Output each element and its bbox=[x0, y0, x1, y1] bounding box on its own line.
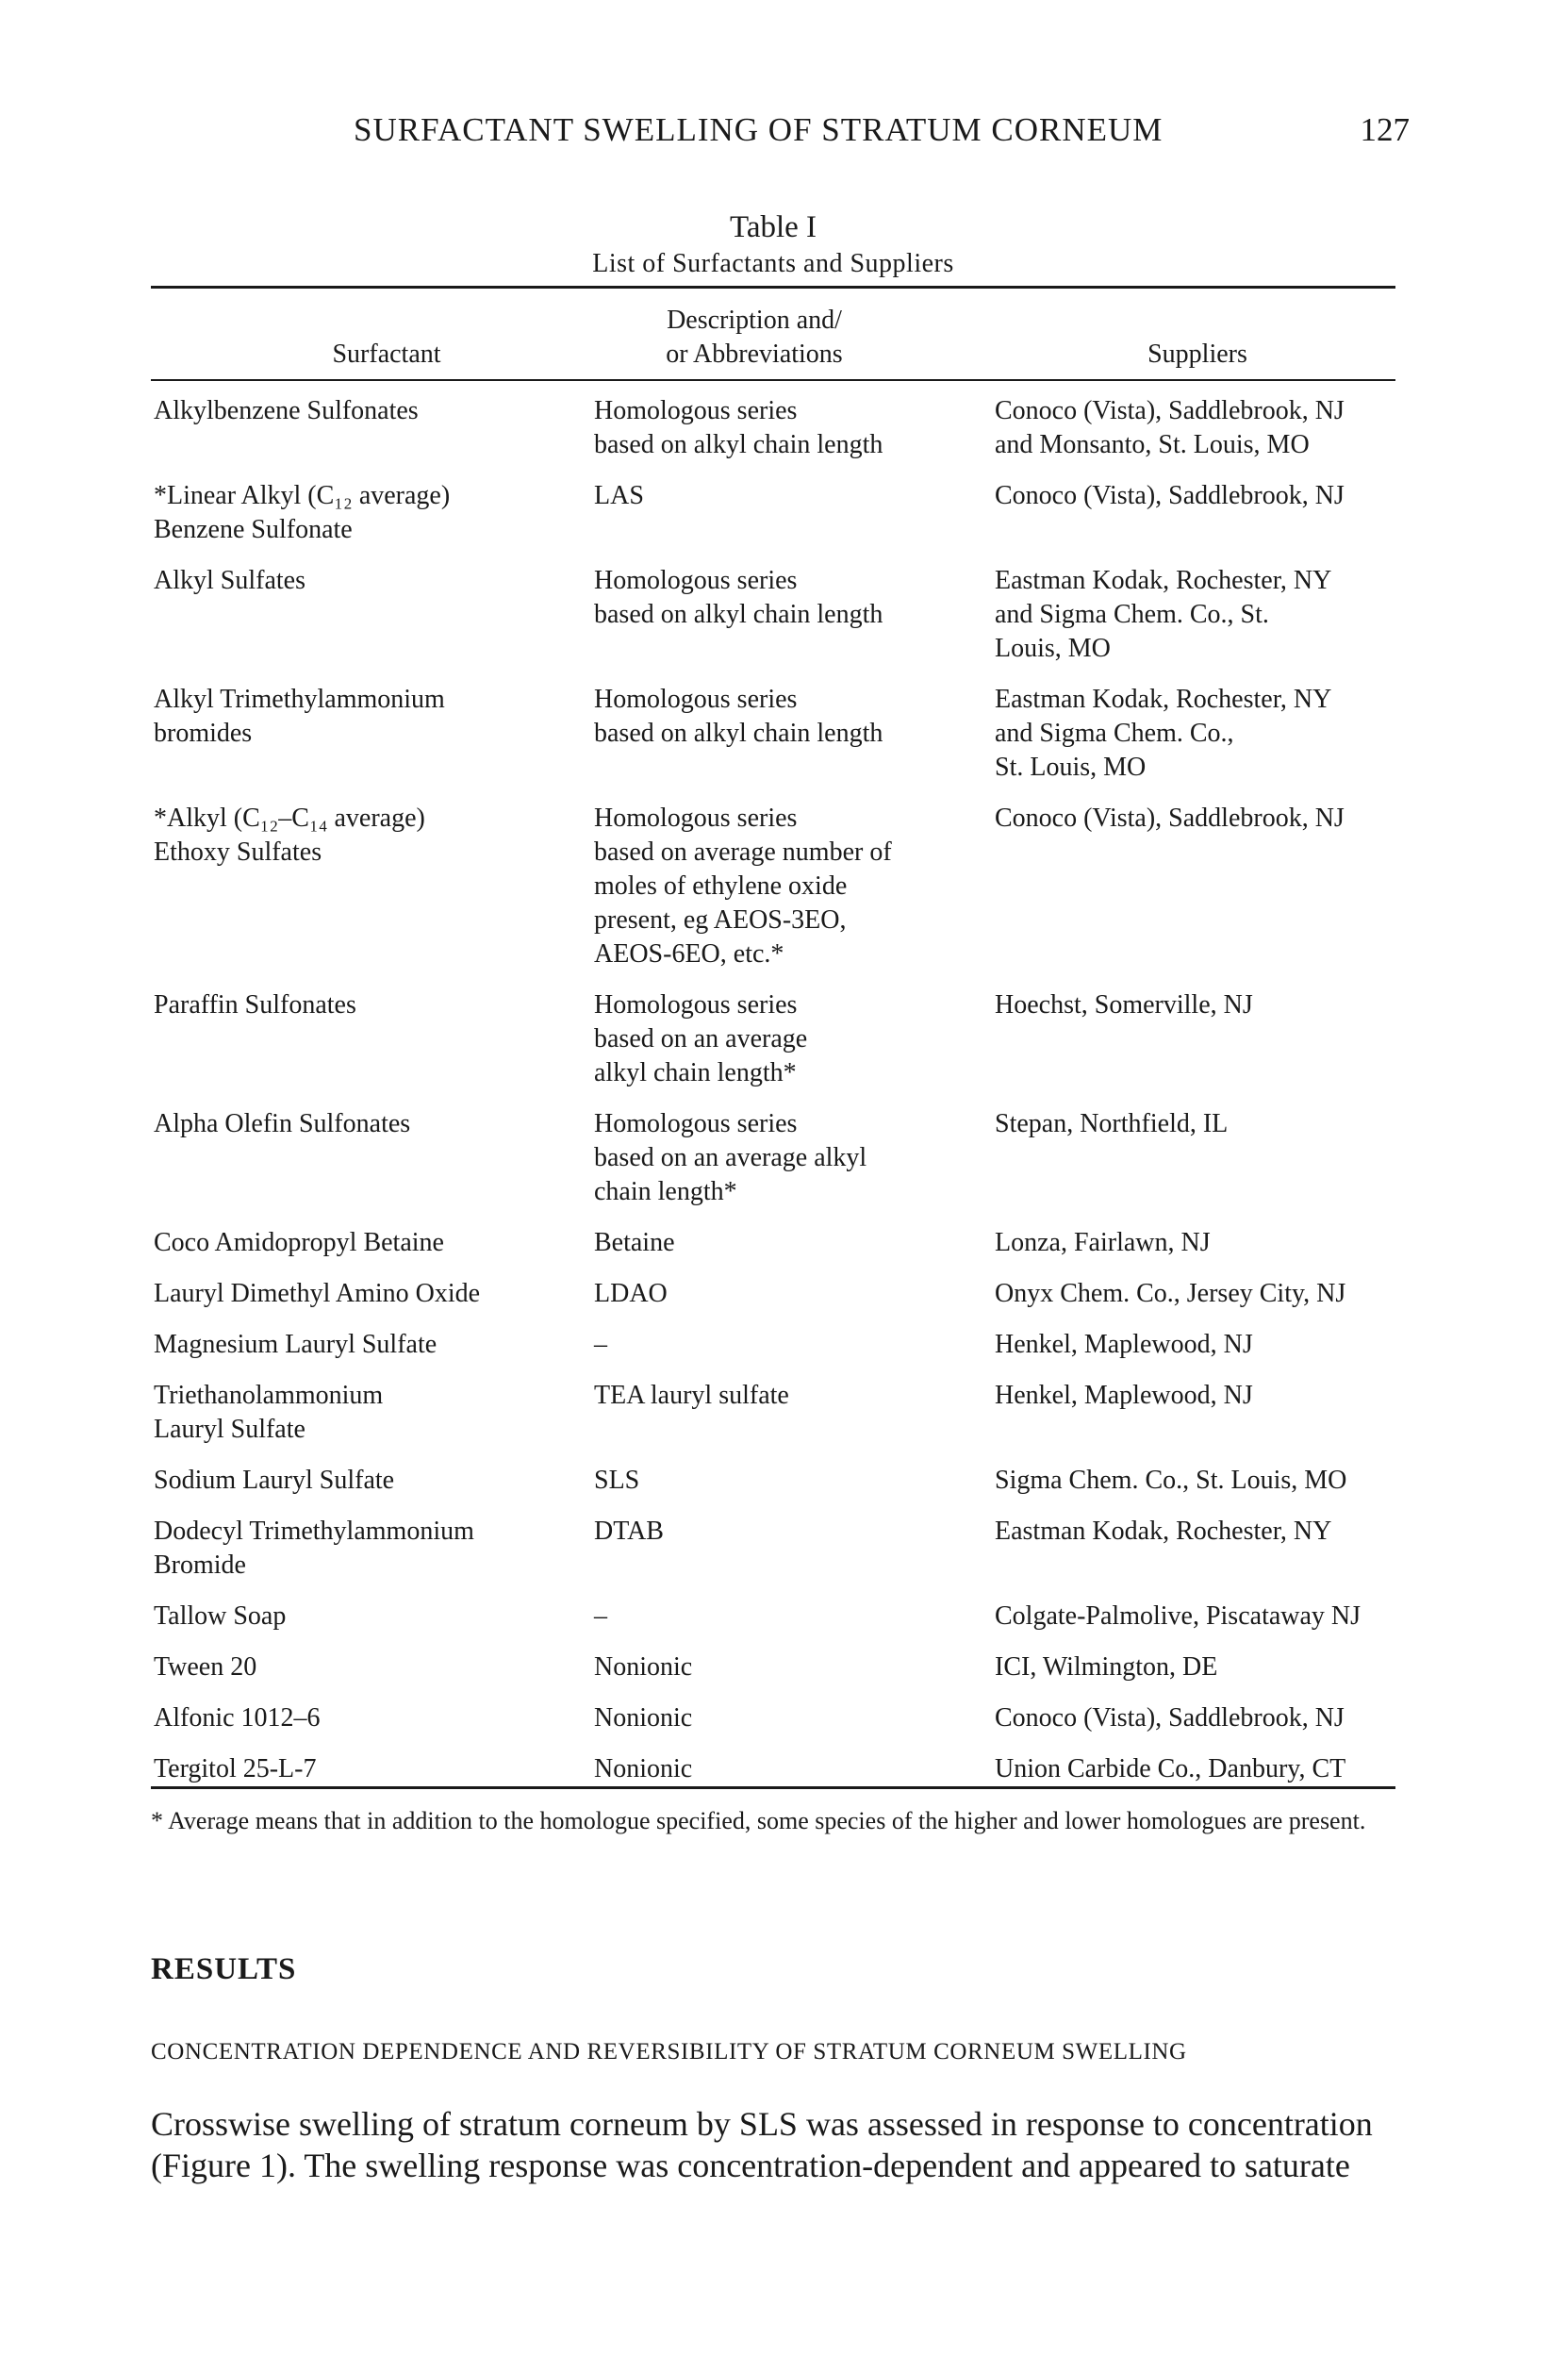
cell-suppliers-line: Louis, MO bbox=[995, 634, 1111, 663]
cell-description-line: Nonionic bbox=[594, 1703, 693, 1733]
cell-description-line: Betaine bbox=[594, 1228, 675, 1257]
cell-surfactant-line: Coco Amidopropyl Betaine bbox=[154, 1228, 444, 1257]
cell-description bbox=[594, 564, 995, 666]
cell-surfactant bbox=[151, 1464, 594, 1498]
section-heading: RESULTS bbox=[151, 1952, 297, 1986]
cell-suppliers bbox=[995, 1107, 1395, 1209]
cell-suppliers bbox=[995, 1226, 1395, 1260]
cell-description-line: DTAB bbox=[594, 1517, 664, 1546]
cell-surfactant-line: Alpha Olefin Sulfonates bbox=[154, 1109, 411, 1138]
cell-suppliers bbox=[995, 1277, 1395, 1311]
cell-suppliers bbox=[995, 988, 1395, 1090]
cell-description-line: TEA lauryl sulfate bbox=[594, 1381, 789, 1410]
cell-surfactant-line: Bromide bbox=[154, 1551, 246, 1580]
table-row bbox=[151, 1464, 1395, 1498]
cell-description-line: Homologous series bbox=[594, 396, 798, 425]
cell-description bbox=[594, 1226, 995, 1260]
cell-surfactant-line: bromides bbox=[154, 719, 253, 748]
cell-surfactant-line: Dodecyl Trimethylammonium bbox=[154, 1517, 474, 1546]
page-number: 127 bbox=[1360, 111, 1410, 148]
table-row bbox=[151, 988, 1395, 1090]
cell-suppliers bbox=[995, 394, 1395, 462]
cell-suppliers bbox=[995, 1600, 1395, 1634]
cell-suppliers-line: Eastman Kodak, Rochester, NY bbox=[995, 685, 1332, 714]
cell-description bbox=[594, 1600, 995, 1634]
cell-suppliers-line: Eastman Kodak, Rochester, NY bbox=[995, 1517, 1332, 1546]
cell-suppliers bbox=[995, 1328, 1395, 1362]
cell-suppliers-line: Conoco (Vista), Saddlebrook, NJ bbox=[995, 804, 1345, 833]
table-title: List of Surfactants and Suppliers bbox=[592, 249, 954, 278]
table-body bbox=[151, 394, 1395, 1803]
cell-description-line: moles of ethylene oxide bbox=[594, 871, 848, 901]
cell-surfactant bbox=[151, 1650, 594, 1684]
cell-surfactant-line: Sodium Lauryl Sulfate bbox=[154, 1466, 395, 1495]
cell-description-line: AEOS-6EO, etc.* bbox=[594, 939, 784, 969]
cell-surfactant-line: Triethanolammonium bbox=[154, 1381, 384, 1410]
table-row bbox=[151, 1107, 1395, 1209]
cell-description-line: based on alkyl chain length bbox=[594, 600, 883, 629]
cell-suppliers bbox=[995, 479, 1395, 547]
cell-description-line: Nonionic bbox=[594, 1754, 693, 1783]
table-bottom-rule bbox=[151, 1786, 1395, 1789]
cell-surfactant-line: Ethoxy Sulfates bbox=[154, 838, 322, 867]
cell-description-line: based on an average alkyl bbox=[594, 1143, 867, 1172]
cell-suppliers-line: ICI, Wilmington, DE bbox=[995, 1652, 1218, 1682]
cell-description bbox=[594, 1701, 995, 1735]
column-header-description-line: Description and/ bbox=[667, 306, 842, 335]
cell-suppliers bbox=[995, 1515, 1395, 1583]
cell-description-line: SLS bbox=[594, 1466, 640, 1495]
cell-description bbox=[594, 1752, 995, 1786]
table-row bbox=[151, 1277, 1395, 1311]
cell-surfactant bbox=[151, 683, 594, 785]
cell-description bbox=[594, 1107, 995, 1209]
cell-description bbox=[594, 1650, 995, 1684]
cell-description-line: based on alkyl chain length bbox=[594, 719, 883, 748]
body-line: (Figure 1). The swelling response was concentration-dependent and appeared to saturate bbox=[151, 2147, 1350, 2184]
cell-surfactant-line: Alfonic 1012–6 bbox=[154, 1703, 321, 1733]
cell-description-line: alkyl chain length* bbox=[594, 1058, 797, 1087]
cell-surfactant bbox=[151, 479, 594, 547]
cell-suppliers-line: Colgate-Palmolive, Piscataway NJ bbox=[995, 1601, 1362, 1631]
cell-description bbox=[594, 1515, 995, 1583]
cell-surfactant-line: *Linear Alkyl (C₁₂ average) bbox=[154, 481, 451, 510]
cell-description-line: based on alkyl chain length bbox=[594, 430, 883, 459]
cell-surfactant bbox=[151, 1277, 594, 1311]
cell-suppliers bbox=[995, 564, 1395, 666]
table-header-rule bbox=[151, 379, 1395, 381]
cell-surfactant-line: Paraffin Sulfonates bbox=[154, 990, 356, 1020]
cell-surfactant bbox=[151, 394, 594, 462]
cell-description bbox=[594, 1277, 995, 1311]
cell-surfactant-line: Tergitol 25-L-7 bbox=[154, 1754, 317, 1783]
table-row bbox=[151, 1328, 1395, 1362]
cell-description-line: Homologous series bbox=[594, 990, 798, 1020]
cell-surfactant bbox=[151, 1379, 594, 1447]
cell-surfactant-line: Benzene Sulfonate bbox=[154, 515, 353, 544]
cell-description-line: – bbox=[594, 1601, 607, 1631]
cell-surfactant bbox=[151, 1752, 594, 1786]
cell-description-line: – bbox=[594, 1330, 607, 1359]
cell-suppliers-line: Stepan, Northfield, IL bbox=[995, 1109, 1229, 1138]
cell-description bbox=[594, 479, 995, 547]
cell-surfactant bbox=[151, 1515, 594, 1583]
cell-surfactant bbox=[151, 1226, 594, 1260]
table-header bbox=[151, 302, 1395, 377]
cell-surfactant-line: Lauryl Sulfate bbox=[154, 1415, 305, 1444]
cell-description-line: based on average number of bbox=[594, 838, 892, 867]
table-row bbox=[151, 479, 1395, 547]
cell-suppliers-line: Conoco (Vista), Saddlebrook, NJ bbox=[995, 481, 1345, 510]
cell-suppliers bbox=[995, 1752, 1395, 1786]
table-row bbox=[151, 564, 1395, 666]
cell-surfactant bbox=[151, 564, 594, 666]
cell-description bbox=[594, 683, 995, 785]
cell-surfactant-line: Alkyl Sulfates bbox=[154, 566, 305, 595]
cell-surfactant-line: Alkyl Trimethylammonium bbox=[154, 685, 445, 714]
cell-suppliers-line: Henkel, Maplewood, NJ bbox=[995, 1330, 1253, 1359]
cell-suppliers-line: St. Louis, MO bbox=[995, 753, 1147, 782]
table-label: Table I bbox=[729, 210, 817, 244]
cell-description-line: based on an average bbox=[594, 1024, 808, 1053]
column-header-description-line: or Abbreviations bbox=[666, 340, 843, 369]
cell-suppliers-line: and Sigma Chem. Co., bbox=[995, 719, 1234, 748]
cell-surfactant-line: Tween 20 bbox=[154, 1652, 257, 1682]
table-caption bbox=[151, 207, 1395, 281]
table-top-rule bbox=[151, 286, 1395, 289]
cell-description-line: Nonionic bbox=[594, 1652, 693, 1682]
cell-suppliers bbox=[995, 683, 1395, 785]
cell-surfactant bbox=[151, 1328, 594, 1362]
cell-surfactant bbox=[151, 988, 594, 1090]
cell-description bbox=[594, 988, 995, 1090]
body-line: Crosswise swelling of stratum corneum by SLS was assessed in response to concentration bbox=[151, 2105, 1373, 2143]
cell-suppliers-line: and Sigma Chem. Co., St. bbox=[995, 600, 1269, 629]
cell-suppliers-line: Hoechst, Somerville, NJ bbox=[995, 990, 1253, 1020]
cell-description bbox=[594, 1379, 995, 1447]
column-header-description bbox=[575, 304, 933, 372]
cell-description-line: LAS bbox=[594, 481, 644, 510]
cell-surfactant bbox=[151, 802, 594, 971]
table-row bbox=[151, 1650, 1395, 1684]
cell-suppliers-line: Henkel, Maplewood, NJ bbox=[995, 1381, 1253, 1410]
cell-suppliers bbox=[995, 802, 1395, 971]
cell-description-line: LDAO bbox=[594, 1279, 668, 1308]
cell-suppliers bbox=[995, 1464, 1395, 1498]
table-row bbox=[151, 1226, 1395, 1260]
cell-suppliers-line: Eastman Kodak, Rochester, NY bbox=[995, 566, 1332, 595]
cell-surfactant bbox=[151, 1701, 594, 1735]
table-row bbox=[151, 1379, 1395, 1447]
table-row bbox=[151, 802, 1395, 971]
table-row bbox=[151, 683, 1395, 785]
cell-suppliers-line: Lonza, Fairlawn, NJ bbox=[995, 1228, 1211, 1257]
cell-description-line: present, eg AEOS-3EO, bbox=[594, 905, 847, 935]
cell-surfactant bbox=[151, 1600, 594, 1634]
cell-surfactant-line: *Alkyl (C₁₂–C₁₄ average) bbox=[154, 804, 425, 833]
cell-suppliers-line: Onyx Chem. Co., Jersey City, NJ bbox=[995, 1279, 1346, 1308]
cell-description bbox=[594, 1464, 995, 1498]
table-row bbox=[151, 394, 1395, 462]
subsection-heading: CONCENTRATION DEPENDENCE AND REVERSIBILITY OF STRATUM CORNEUM SWELLING bbox=[151, 2039, 1187, 2065]
running-title: SURFACTANT SWELLING OF STRATUM CORNEUM bbox=[354, 111, 1164, 148]
cell-suppliers-line: Sigma Chem. Co., St. Louis, MO bbox=[995, 1466, 1347, 1495]
cell-description bbox=[594, 394, 995, 462]
table-footnote: * Average means that in addition to the homologue specified, some species of the higher and lower homologues are present. bbox=[151, 1807, 1366, 1834]
cell-description-line: Homologous series bbox=[594, 804, 798, 833]
cell-description-line: chain length* bbox=[594, 1177, 737, 1206]
cell-suppliers-line: Union Carbide Co., Danbury, CT bbox=[995, 1754, 1346, 1783]
table-row bbox=[151, 1600, 1395, 1634]
column-header-suppliers: Suppliers bbox=[1147, 340, 1247, 369]
cell-suppliers bbox=[995, 1379, 1395, 1447]
cell-surfactant-line: Magnesium Lauryl Sulfate bbox=[154, 1330, 437, 1359]
cell-description bbox=[594, 1328, 995, 1362]
table-row bbox=[151, 1515, 1395, 1583]
body-paragraph bbox=[151, 2103, 1395, 2186]
cell-surfactant bbox=[151, 1107, 594, 1209]
cell-description bbox=[594, 802, 995, 971]
running-header bbox=[354, 111, 1410, 158]
cell-surfactant-line: Lauryl Dimethyl Amino Oxide bbox=[154, 1279, 481, 1308]
cell-suppliers-line: Conoco (Vista), Saddlebrook, NJ bbox=[995, 396, 1345, 425]
cell-description-line: Homologous series bbox=[594, 1109, 798, 1138]
cell-description-line: Homologous series bbox=[594, 566, 798, 595]
cell-surfactant-line: Tallow Soap bbox=[154, 1601, 287, 1631]
cell-suppliers-line: and Monsanto, St. Louis, MO bbox=[995, 430, 1310, 459]
cell-suppliers-line: Conoco (Vista), Saddlebrook, NJ bbox=[995, 1703, 1345, 1733]
cell-suppliers bbox=[995, 1701, 1395, 1735]
table-row bbox=[151, 1752, 1395, 1786]
cell-suppliers bbox=[995, 1650, 1395, 1684]
table-row bbox=[151, 1701, 1395, 1735]
cell-description-line: Homologous series bbox=[594, 685, 798, 714]
cell-surfactant-line: Alkylbenzene Sulfonates bbox=[154, 396, 419, 425]
column-header-surfactant: Surfactant bbox=[332, 340, 441, 369]
